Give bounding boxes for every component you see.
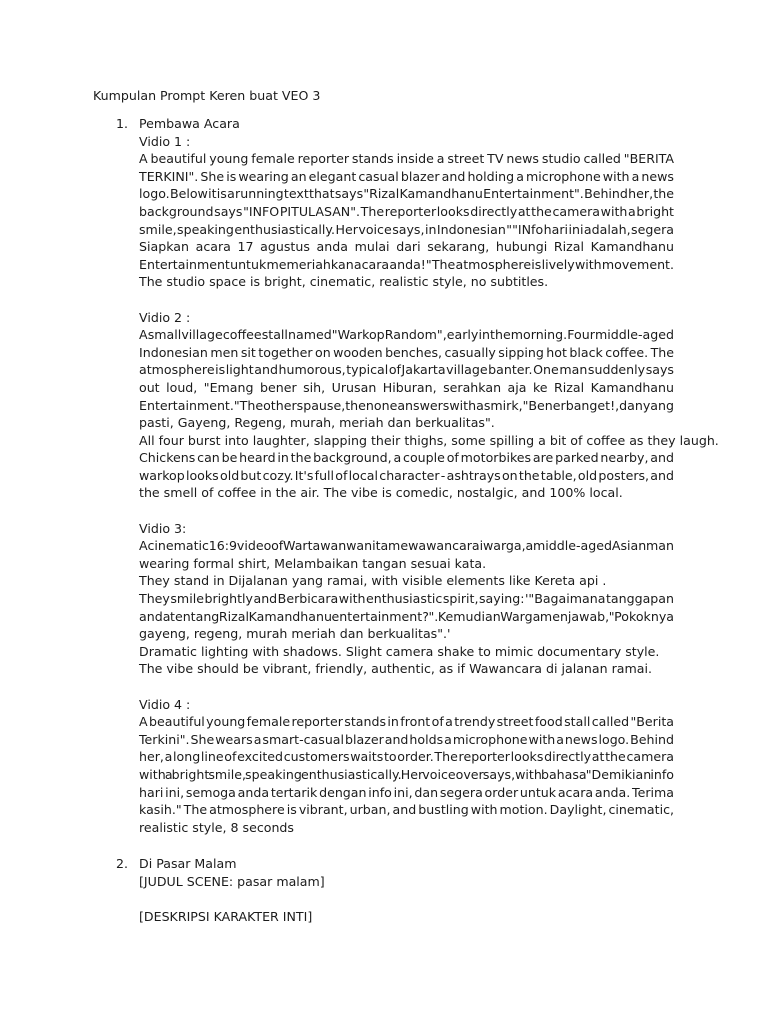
paragraph-line: They smile brightly and Berbicara with enthusiastic spirit, saying: '"Bagaimana tanggapan xyxy=(139,591,674,607)
paragraph-line: wearing formal shirt, Melambaikan tangan sesuai kata. xyxy=(139,555,487,571)
paragraph-line: with a bright smile, speaking enthusiastically. Her voiceover says,with bahasa "Demikian info xyxy=(139,766,674,782)
spacer xyxy=(139,678,674,696)
paragraph-line: Dramatic lighting with shadows. Slight camera shake to mimic documentary style. xyxy=(139,643,660,659)
spacer xyxy=(139,291,674,309)
paragraph-line: Entertainment untuk memeriahkan acara anda!" The atmosphere is lively with movement. xyxy=(139,256,674,272)
list-number-2: 2. xyxy=(116,856,129,871)
paragraph-line: pasti, Gayeng, Regeng, murah, meriah dan berkualitas". xyxy=(139,415,495,431)
paragraph-line: smile, speaking enthusiastically. Her voice says, in Indonesian ""INfo hari ini adalah, segera xyxy=(139,221,674,237)
paragraph-line: Siapkan acara 17 agustus anda mulai dari sekarang, hubungi Rizal Kamandhanu xyxy=(139,239,674,255)
paragraph-line: her, a long line of excited customers waits to order. The reporter looks directly at the camera xyxy=(139,749,674,765)
section-2-body xyxy=(139,855,674,925)
paragraph-line: The vibe should be vibrant, friendly, authentic, as if Wawancara di jalanan ramai. xyxy=(139,661,652,677)
paragraph-line: realistic style, 8 seconds xyxy=(139,819,294,835)
video-label: Vidio 3: xyxy=(139,520,187,536)
section-1-body xyxy=(139,115,719,836)
character-description-line: [DESKRIPSI KARAKTER INTI] xyxy=(139,908,313,924)
paragraph-line: out loud, "Emang bener sih, Urusan Hiburan, serahkan aja ke Rizal Kamandhanu xyxy=(139,379,674,395)
paragraph-line: logo. Below it is a running text that says "Rizal Kamandhanu Entertainment". Behind her, the xyxy=(139,186,674,202)
video-label: Vidio 1 : xyxy=(139,133,191,149)
list-number-1: 1. xyxy=(116,116,129,131)
paragraph-line: gayeng, regeng, murah meriah dan berkualitas".' xyxy=(139,626,451,642)
paragraph-line: TERKINI". She is wearing an elegant casual blazer and holding a microphone with a news xyxy=(139,168,674,184)
paragraph-line: A small village coffee stall named "Warkop Random", early in the morning. Four middle-aged xyxy=(139,327,674,343)
paragraph-line: Indonesian men sit together on wooden benches, casually sipping hot black coffee. The xyxy=(139,344,674,360)
spacer xyxy=(139,502,674,520)
section-heading: Di Pasar Malam xyxy=(139,856,237,871)
document-title: Kumpulan Prompt Keren buat VEO 3 xyxy=(93,88,321,103)
paragraph-line: All four burst into laughter, slapping their thighs, some spilling a bit of coffee as they laugh. xyxy=(139,432,719,448)
paragraph-line: atmosphere is light and humorous, typical of Jakarta village banter. One man suddenly says xyxy=(139,362,674,378)
paragraph-line: A beautiful young female reporter stands inside a street TV news studio called "BERITA xyxy=(139,151,674,167)
video-label: Vidio 2 : xyxy=(139,309,191,325)
paragraph-line: They stand in Dijalanan yang ramai, with visible elements like Kereta api . xyxy=(139,573,607,589)
scene-title-line: [JUDUL SCENE: pasar malam] xyxy=(139,873,325,889)
spacer xyxy=(139,890,674,908)
paragraph-line: Chickens can be heard in the background, a couple of motorbikes are parked nearby, and xyxy=(139,450,674,466)
paragraph-line: The studio space is bright, cinematic, realistic style, no subtitles. xyxy=(139,274,549,290)
paragraph-line: Entertainment." The others pause, then one answers with a smirk, "Bener banget!, dan yang xyxy=(139,397,674,413)
paragraph-line: A beautiful young female reporter stands in front of a trendy street food stall called "Berita xyxy=(139,714,674,730)
paragraph-line: Terkini". She wears a smart-casual blazer and holds a microphone with a news logo. Behind xyxy=(139,731,674,747)
paragraph-line: hari ini, semoga anda tertarik dengan info ini, dan segera order untuk acara anda. Terima xyxy=(139,784,674,800)
video-label: Vidio 4 : xyxy=(139,696,191,712)
paragraph-line: kasih." The atmosphere is vibrant, urban, and bustling with motion. Daylight, cinematic, xyxy=(139,802,674,818)
paragraph-line: the smell of coffee in the air. The vibe is comedic, nostalgic, and 100% local. xyxy=(139,485,623,501)
paragraph-line: background says "INFO PITULASAN". The reporter looks directly at the camera with a bright xyxy=(139,203,674,219)
paragraph-line: anda tentang Rizal Kamandhanu entertainment? ". Kemudian Warga menjawab, " Pokoknya xyxy=(139,608,674,624)
paragraph-line: warkop looks old but cozy. It's full of local character - ashtrays on the table, old posters, and xyxy=(139,467,674,483)
section-heading: Pembawa Acara xyxy=(139,116,240,131)
paragraph-line: A cinematic 16:9 video of Wartawan wanita mewawancarai warga, a middle-aged Asian man xyxy=(139,538,674,554)
